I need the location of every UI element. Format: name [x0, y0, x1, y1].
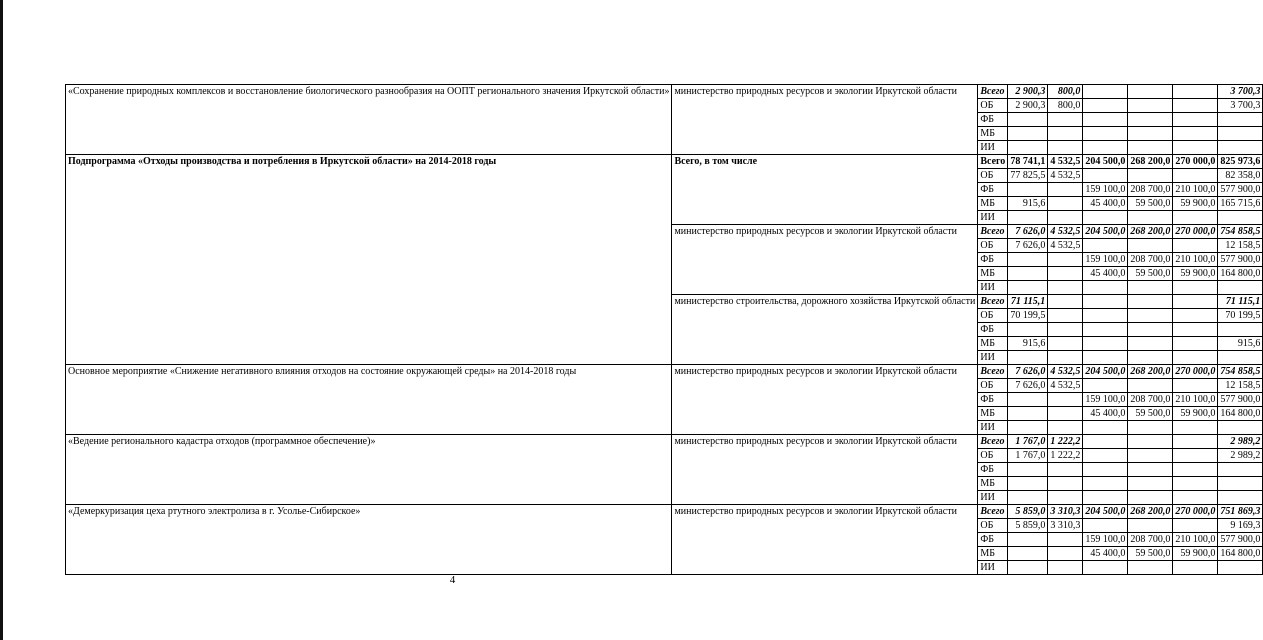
amount-cell: 268 200,0: [1128, 365, 1173, 379]
amount-cell: [1128, 491, 1173, 505]
amount-cell: 270 000,0: [1173, 505, 1218, 519]
amount-cell: [1218, 127, 1263, 141]
funding-source: ФБ: [978, 183, 1008, 197]
amount-cell: 754 858,5: [1218, 225, 1263, 239]
table-row: [66, 365, 1263, 379]
amount-cell: 915,6: [1218, 337, 1263, 351]
amount-cell: 204 500,0: [1083, 225, 1128, 239]
amount-cell: 45 400,0: [1083, 407, 1128, 421]
amount-cell: [1048, 337, 1083, 351]
funding-source: Всего: [978, 155, 1008, 169]
amount-cell: [1083, 99, 1128, 113]
amount-cell: [1048, 547, 1083, 561]
amount-cell: [1128, 449, 1173, 463]
amount-cell: [1128, 379, 1173, 393]
funding-source: МБ: [978, 477, 1008, 491]
amount-cell: 12 158,5: [1218, 379, 1263, 393]
amount-cell: [1048, 127, 1083, 141]
amount-cell: [1128, 323, 1173, 337]
amount-cell: 4 532,5: [1048, 365, 1083, 379]
amount-cell: [1173, 477, 1218, 491]
program-name: «Ведение регионального кадастра отходов (программное обеспечение)»: [66, 435, 672, 505]
amount-cell: 268 200,0: [1128, 225, 1173, 239]
amount-cell: [1218, 323, 1263, 337]
amount-cell: 159 100,0: [1083, 533, 1128, 547]
amount-cell: 577 900,0: [1218, 393, 1263, 407]
amount-cell: 82 358,0: [1218, 169, 1263, 183]
responsible-executor: Всего, в том числе: [672, 155, 978, 225]
amount-cell: 59 500,0: [1128, 197, 1173, 211]
amount-cell: [1173, 295, 1218, 309]
amount-cell: [1083, 169, 1128, 183]
amount-cell: 210 100,0: [1173, 253, 1218, 267]
amount-cell: [1173, 127, 1218, 141]
amount-cell: 45 400,0: [1083, 547, 1128, 561]
amount-cell: 577 900,0: [1218, 183, 1263, 197]
amount-cell: [1048, 197, 1083, 211]
page-number: 4: [449, 574, 456, 586]
funding-source: МБ: [978, 127, 1008, 141]
amount-cell: [1128, 141, 1173, 155]
funding-source: ОБ: [978, 99, 1008, 113]
amount-cell: [1128, 519, 1173, 533]
amount-cell: 59 900,0: [1173, 197, 1218, 211]
amount-cell: [1128, 309, 1173, 323]
amount-cell: [1173, 421, 1218, 435]
amount-cell: [1173, 309, 1218, 323]
amount-cell: [1173, 351, 1218, 365]
amount-cell: 2 900,3: [1008, 85, 1048, 99]
table-row: [66, 435, 1263, 449]
amount-cell: 208 700,0: [1128, 253, 1173, 267]
amount-cell: [1083, 435, 1128, 449]
amount-cell: 164 800,0: [1218, 547, 1263, 561]
amount-cell: [1048, 463, 1083, 477]
amount-cell: [1083, 141, 1128, 155]
amount-cell: 45 400,0: [1083, 267, 1128, 281]
amount-cell: [1128, 211, 1173, 225]
amount-cell: 70 199,5: [1008, 309, 1048, 323]
funding-source: ФБ: [978, 323, 1008, 337]
amount-cell: [1173, 323, 1218, 337]
amount-cell: 77 825,5: [1008, 169, 1048, 183]
amount-cell: [1128, 435, 1173, 449]
amount-cell: [1173, 85, 1218, 99]
amount-cell: 164 800,0: [1218, 267, 1263, 281]
funding-source: ОБ: [978, 239, 1008, 253]
funding-source: ИИ: [978, 141, 1008, 155]
amount-cell: [1083, 211, 1128, 225]
amount-cell: [1128, 351, 1173, 365]
table-row: [66, 85, 1263, 99]
amount-cell: [1218, 281, 1263, 295]
amount-cell: [1008, 211, 1048, 225]
amount-cell: [1083, 113, 1128, 127]
amount-cell: 78 741,1: [1008, 155, 1048, 169]
responsible-executor: министерство природных ресурсов и экологии Иркутской области: [672, 435, 978, 505]
amount-cell: 7 626,0: [1008, 379, 1048, 393]
amount-cell: [1218, 141, 1263, 155]
amount-cell: [1008, 267, 1048, 281]
amount-cell: 5 859,0: [1008, 505, 1048, 519]
amount-cell: [1128, 113, 1173, 127]
amount-cell: [1173, 379, 1218, 393]
amount-cell: 210 100,0: [1173, 533, 1218, 547]
program-name: Подпрограмма «Отходы производства и потребления в Иркутской области» на 2014-2018 годы: [66, 155, 672, 365]
funding-source: ОБ: [978, 519, 1008, 533]
amount-cell: [1048, 183, 1083, 197]
amount-cell: [1173, 113, 1218, 127]
amount-cell: [1218, 491, 1263, 505]
amount-cell: [1128, 127, 1173, 141]
amount-cell: [1128, 463, 1173, 477]
funding-source: ФБ: [978, 533, 1008, 547]
funding-source: ФБ: [978, 113, 1008, 127]
responsible-executor: министерство природных ресурсов и экологии Иркутской области: [672, 505, 978, 575]
amount-cell: [1128, 477, 1173, 491]
amount-cell: 4 532,5: [1048, 225, 1083, 239]
funding-source: МБ: [978, 337, 1008, 351]
amount-cell: [1048, 295, 1083, 309]
amount-cell: [1083, 323, 1128, 337]
amount-cell: 3 310,3: [1048, 519, 1083, 533]
amount-cell: [1008, 491, 1048, 505]
amount-cell: 2 989,2: [1218, 435, 1263, 449]
amount-cell: [1008, 253, 1048, 267]
amount-cell: [1048, 533, 1083, 547]
amount-cell: [1173, 281, 1218, 295]
funding-source: ОБ: [978, 309, 1008, 323]
amount-cell: [1008, 141, 1048, 155]
funding-source: ОБ: [978, 169, 1008, 183]
amount-cell: 59 500,0: [1128, 267, 1173, 281]
amount-cell: [1128, 295, 1173, 309]
amount-cell: [1048, 491, 1083, 505]
amount-cell: [1008, 351, 1048, 365]
amount-cell: [1173, 519, 1218, 533]
amount-cell: [1083, 239, 1128, 253]
amount-cell: [1048, 561, 1083, 575]
funding-source: ИИ: [978, 281, 1008, 295]
amount-cell: 577 900,0: [1218, 253, 1263, 267]
amount-cell: [1128, 169, 1173, 183]
amount-cell: 208 700,0: [1128, 183, 1173, 197]
amount-cell: 159 100,0: [1083, 393, 1128, 407]
amount-cell: 159 100,0: [1083, 183, 1128, 197]
amount-cell: 270 000,0: [1173, 155, 1218, 169]
amount-cell: 268 200,0: [1128, 155, 1173, 169]
amount-cell: [1083, 561, 1128, 575]
program-name: Основное мероприятие «Снижение негативного влияния отходов на состояние окружающей среды» на 2014-2018 годы: [66, 365, 672, 435]
amount-cell: [1048, 351, 1083, 365]
amount-cell: 70 199,5: [1218, 309, 1263, 323]
amount-cell: 800,0: [1048, 99, 1083, 113]
amount-cell: [1048, 393, 1083, 407]
amount-cell: 3 700,3: [1218, 85, 1263, 99]
amount-cell: [1048, 211, 1083, 225]
amount-cell: 4 532,5: [1048, 169, 1083, 183]
amount-cell: [1173, 141, 1218, 155]
amount-cell: 751 869,3: [1218, 505, 1263, 519]
amount-cell: [1008, 323, 1048, 337]
amount-cell: 1 767,0: [1008, 449, 1048, 463]
amount-cell: [1173, 449, 1218, 463]
amount-cell: [1083, 127, 1128, 141]
amount-cell: 4 532,5: [1048, 379, 1083, 393]
responsible-executor: министерство природных ресурсов и экологии Иркутской области: [672, 365, 978, 435]
amount-cell: [1173, 463, 1218, 477]
amount-cell: 164 800,0: [1218, 407, 1263, 421]
amount-cell: 7 626,0: [1008, 225, 1048, 239]
funding-source: МБ: [978, 547, 1008, 561]
amount-cell: [1008, 533, 1048, 547]
amount-cell: [1218, 463, 1263, 477]
amount-cell: [1218, 211, 1263, 225]
amount-cell: 4 532,5: [1048, 155, 1083, 169]
funding-source: Всего: [978, 435, 1008, 449]
amount-cell: 208 700,0: [1128, 393, 1173, 407]
funding-source: ОБ: [978, 379, 1008, 393]
funding-source: МБ: [978, 407, 1008, 421]
amount-cell: 159 100,0: [1083, 253, 1128, 267]
program-name: «Сохранение природных комплексов и восстановление биологического разнообразия на ООПТ регионального значения Иркутской области»: [66, 85, 672, 155]
amount-cell: [1083, 463, 1128, 477]
amount-cell: [1083, 281, 1128, 295]
amount-cell: [1173, 561, 1218, 575]
amount-cell: 59 900,0: [1173, 407, 1218, 421]
amount-cell: 7 626,0: [1008, 239, 1048, 253]
amount-cell: [1008, 113, 1048, 127]
amount-cell: 208 700,0: [1128, 533, 1173, 547]
amount-cell: [1083, 85, 1128, 99]
amount-cell: [1048, 407, 1083, 421]
amount-cell: [1008, 393, 1048, 407]
funding-source: ОБ: [978, 449, 1008, 463]
amount-cell: [1083, 449, 1128, 463]
funding-source: МБ: [978, 197, 1008, 211]
amount-cell: 1 222,2: [1048, 449, 1083, 463]
amount-cell: 5 859,0: [1008, 519, 1048, 533]
amount-cell: [1083, 379, 1128, 393]
responsible-executor: министерство природных ресурсов и экологии Иркутской области: [672, 85, 978, 155]
responsible-executor: министерство строительства, дорожного хозяйства Иркутской области: [672, 295, 978, 365]
amount-cell: [1048, 141, 1083, 155]
budget-table-body: [66, 85, 1263, 575]
amount-cell: [1083, 421, 1128, 435]
amount-cell: [1173, 337, 1218, 351]
amount-cell: [1083, 337, 1128, 351]
amount-cell: 2 900,3: [1008, 99, 1048, 113]
amount-cell: 915,6: [1008, 337, 1048, 351]
amount-cell: 1 222,2: [1048, 435, 1083, 449]
amount-cell: [1083, 309, 1128, 323]
amount-cell: 268 200,0: [1128, 505, 1173, 519]
amount-cell: [1173, 239, 1218, 253]
amount-cell: 12 158,5: [1218, 239, 1263, 253]
amount-cell: 754 858,5: [1218, 365, 1263, 379]
amount-cell: [1048, 267, 1083, 281]
amount-cell: [1128, 561, 1173, 575]
amount-cell: 210 100,0: [1173, 183, 1218, 197]
funding-source: Всего: [978, 85, 1008, 99]
funding-source: МБ: [978, 267, 1008, 281]
page-left-edge: [0, 0, 3, 640]
amount-cell: [1173, 99, 1218, 113]
amount-cell: [1128, 85, 1173, 99]
amount-cell: 59 900,0: [1173, 547, 1218, 561]
funding-source: Всего: [978, 365, 1008, 379]
amount-cell: 59 900,0: [1173, 267, 1218, 281]
amount-cell: 270 000,0: [1173, 365, 1218, 379]
amount-cell: [1218, 113, 1263, 127]
amount-cell: 71 115,1: [1008, 295, 1048, 309]
amount-cell: 210 100,0: [1173, 393, 1218, 407]
program-name: «Демеркуризация цеха ртутного электролиза в г. Усолье-Сибирское»: [66, 505, 672, 575]
amount-cell: [1128, 337, 1173, 351]
amount-cell: [1008, 463, 1048, 477]
funding-source: ИИ: [978, 561, 1008, 575]
amount-cell: [1008, 281, 1048, 295]
funding-source: ФБ: [978, 253, 1008, 267]
amount-cell: 1 767,0: [1008, 435, 1048, 449]
amount-cell: [1048, 309, 1083, 323]
funding-source: Всего: [978, 225, 1008, 239]
funding-source: ФБ: [978, 463, 1008, 477]
amount-cell: [1173, 211, 1218, 225]
amount-cell: [1128, 421, 1173, 435]
amount-cell: [1083, 477, 1128, 491]
amount-cell: [1218, 421, 1263, 435]
amount-cell: [1173, 435, 1218, 449]
amount-cell: [1008, 477, 1048, 491]
amount-cell: [1173, 491, 1218, 505]
amount-cell: 59 500,0: [1128, 547, 1173, 561]
amount-cell: [1048, 253, 1083, 267]
funding-source: ИИ: [978, 491, 1008, 505]
amount-cell: [1048, 281, 1083, 295]
amount-cell: 45 400,0: [1083, 197, 1128, 211]
funding-source: ИИ: [978, 421, 1008, 435]
amount-cell: 825 973,6: [1218, 155, 1263, 169]
funding-source: ИИ: [978, 211, 1008, 225]
amount-cell: [1083, 491, 1128, 505]
amount-cell: 7 626,0: [1008, 365, 1048, 379]
amount-cell: [1048, 477, 1083, 491]
amount-cell: [1008, 421, 1048, 435]
amount-cell: [1218, 351, 1263, 365]
responsible-executor: министерство природных ресурсов и экологии Иркутской области: [672, 225, 978, 295]
budget-table: [65, 84, 1263, 575]
amount-cell: 204 500,0: [1083, 365, 1128, 379]
amount-cell: 577 900,0: [1218, 533, 1263, 547]
amount-cell: [1128, 239, 1173, 253]
amount-cell: [1218, 561, 1263, 575]
table-row: [66, 155, 1263, 169]
amount-cell: 204 500,0: [1083, 505, 1128, 519]
amount-cell: 165 715,6: [1218, 197, 1263, 211]
amount-cell: 3 310,3: [1048, 505, 1083, 519]
amount-cell: [1008, 127, 1048, 141]
amount-cell: [1128, 281, 1173, 295]
amount-cell: [1008, 561, 1048, 575]
funding-source: Всего: [978, 295, 1008, 309]
amount-cell: 59 500,0: [1128, 407, 1173, 421]
amount-cell: 915,6: [1008, 197, 1048, 211]
amount-cell: 800,0: [1048, 85, 1083, 99]
amount-cell: 9 169,3: [1218, 519, 1263, 533]
funding-source: ИИ: [978, 351, 1008, 365]
amount-cell: [1048, 323, 1083, 337]
amount-cell: [1008, 547, 1048, 561]
amount-cell: [1218, 477, 1263, 491]
amount-cell: 204 500,0: [1083, 155, 1128, 169]
amount-cell: [1128, 99, 1173, 113]
funding-source: ФБ: [978, 393, 1008, 407]
amount-cell: [1048, 421, 1083, 435]
amount-cell: 3 700,3: [1218, 99, 1263, 113]
table-row: [66, 505, 1263, 519]
amount-cell: [1083, 295, 1128, 309]
amount-cell: [1048, 113, 1083, 127]
amount-cell: [1008, 183, 1048, 197]
amount-cell: 71 115,1: [1218, 295, 1263, 309]
amount-cell: [1173, 169, 1218, 183]
amount-cell: 4 532,5: [1048, 239, 1083, 253]
amount-cell: 270 000,0: [1173, 225, 1218, 239]
amount-cell: [1008, 407, 1048, 421]
amount-cell: [1083, 519, 1128, 533]
funding-source: Всего: [978, 505, 1008, 519]
amount-cell: 2 989,2: [1218, 449, 1263, 463]
amount-cell: [1083, 351, 1128, 365]
